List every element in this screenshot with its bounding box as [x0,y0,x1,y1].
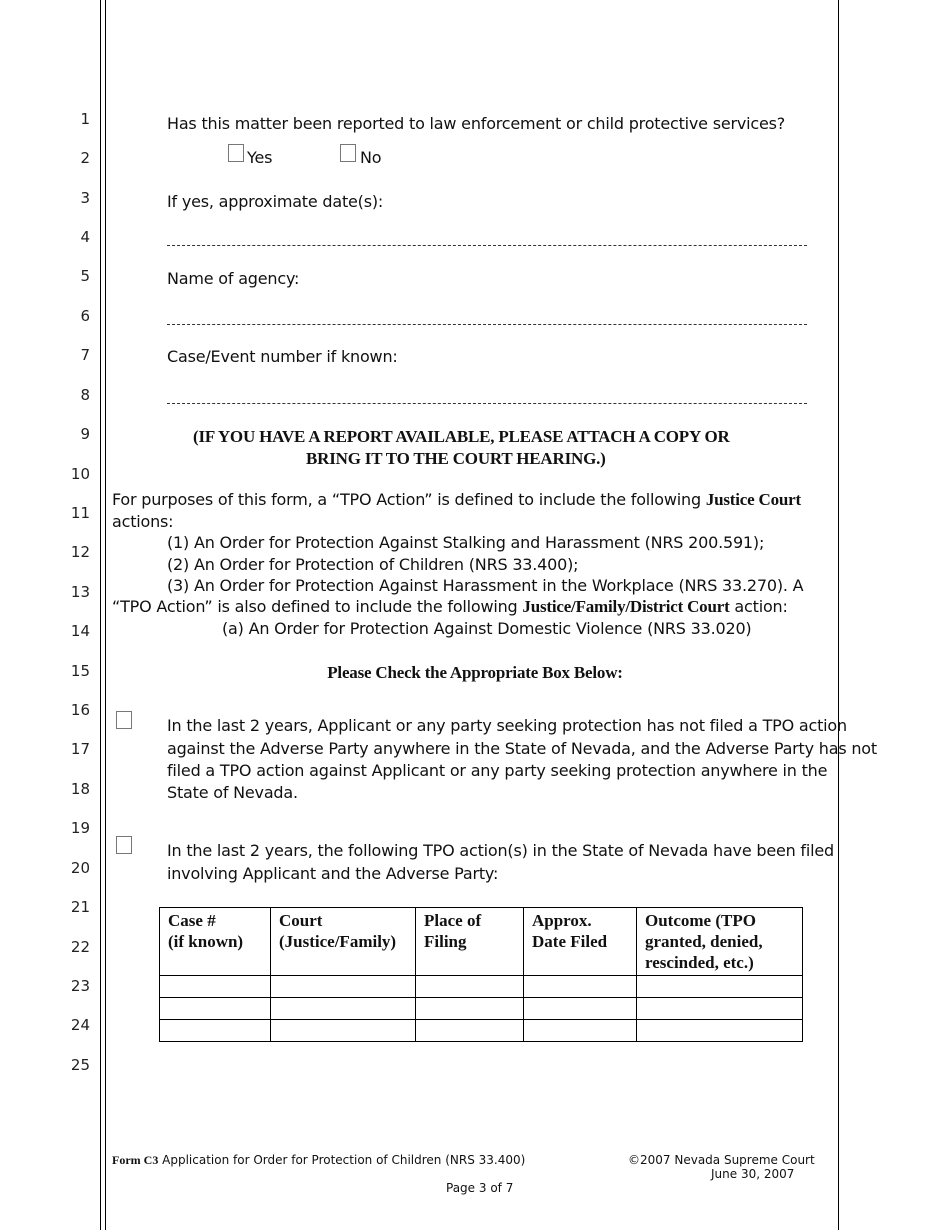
agency-label: Name of agency: [167,269,300,288]
table-cell[interactable] [271,1020,416,1042]
table-header-row [160,908,803,976]
definition-also-suffix: action: [729,597,788,616]
line-number: 25 [70,1056,90,1074]
no-label: No [360,148,382,167]
no-tpo-filed-checkbox[interactable] [116,711,132,729]
header-place-of-filing: Place of Filing [416,908,524,976]
line-number: 22 [70,938,90,956]
header-outcome: Outcome (TPO granted, denied, rescinded, etc.) [637,908,803,976]
line-number: 24 [70,1016,90,1034]
line-number: 12 [70,543,90,561]
definition-item-3: (3) An Order for Protection Against Harassment in the Workplace (NRS 33.270). A [167,576,804,595]
check-heading: Please Check the Appropriate Box Below: [327,663,623,682]
option1-line4: State of Nevada. [167,783,298,802]
yes-checkbox[interactable] [228,144,244,162]
line-number: 17 [70,740,90,758]
table-cell[interactable] [637,1020,803,1042]
tpo-actions-table [159,907,803,1042]
table-row [160,998,803,1020]
line-number: 5 [80,267,90,285]
line-number: 11 [70,504,90,522]
footer-copyright: ©2007 Nevada Supreme Court [628,1153,815,1167]
definition-also-text: “TPO Action” is also defined to include the following [112,597,523,616]
line-number: 2 [80,149,90,167]
table-cell[interactable] [160,976,271,998]
line-number: 14 [70,622,90,640]
table-cell[interactable] [524,1020,637,1042]
left-margin-line-inner [105,0,106,1230]
footer-date: June 30, 2007 [711,1167,795,1181]
header-court: Court (Justice/Family) [271,908,416,976]
line-number: 10 [70,465,90,483]
line-number: 4 [80,228,90,246]
line-number: 19 [70,819,90,837]
option1-line3: filed a TPO action against Applicant or any party seeking protection anywhere in the [167,761,828,780]
line-number: 7 [80,346,90,364]
yes-label: Yes [247,148,273,167]
line-number: 8 [80,386,90,404]
tpo-filed-checkbox[interactable] [116,836,132,854]
option2-line1: In the last 2 years, the following TPO action(s) in the State of Nevada have been filed [167,841,834,860]
table-row [160,976,803,998]
footer-form-title [112,1153,525,1168]
definition-intro-bold: Justice Court [705,490,801,509]
dates-label: If yes, approximate date(s): [167,192,384,211]
footer-form-id: Form C3 [112,1153,159,1167]
table-cell[interactable] [416,1020,524,1042]
table-cell[interactable] [524,998,637,1020]
report-notice-line2: BRING IT TO THE COURT HEARING.) [306,449,606,468]
table-cell[interactable] [416,998,524,1020]
table-cell[interactable] [416,976,524,998]
line-number: 20 [70,859,90,877]
table-cell[interactable] [271,976,416,998]
footer-form-name: Application for Order for Protection of Children (NRS 33.400) [158,1153,526,1167]
no-checkbox[interactable] [340,144,356,162]
definition-also-bold: Justice/Family/District Court [522,597,730,616]
definition-intro [112,489,801,511]
line-number: 15 [70,662,90,680]
header-approx-date-filed: Approx. Date Filed [524,908,637,976]
definition-also [112,596,788,618]
case-number-label: Case/Event number if known: [167,347,398,366]
line-number: 21 [70,898,90,916]
table-cell[interactable] [524,976,637,998]
agency-field[interactable] [167,324,807,325]
report-notice-line1: (IF YOU HAVE A REPORT AVAILABLE, PLEASE ATTACH A COPY OR [193,427,730,446]
line-number: 16 [70,701,90,719]
right-margin-line [838,0,839,1230]
definition-item-2: (2) An Order for Protection of Children (NRS 33.400); [167,555,579,574]
option2-line2: involving Applicant and the Adverse Party: [167,864,499,883]
dates-field[interactable] [167,245,807,246]
definition-item-a: (a) An Order for Protection Against Domestic Violence (NRS 33.020) [222,619,752,638]
footer-page-number: Page 3 of 7 [446,1181,514,1195]
table-cell[interactable] [160,1020,271,1042]
left-margin-line-outer [100,0,101,1230]
table-cell[interactable] [271,998,416,1020]
reported-question: Has this matter been reported to law enforcement or child protective services? [167,114,786,133]
line-number: 13 [70,583,90,601]
option1-line2: against the Adverse Party anywhere in the State of Nevada, and the Adverse Party has not [167,739,877,758]
definition-intro-text: For purposes of this form, a “TPO Action” is defined to include the following [112,490,706,509]
table-cell[interactable] [637,998,803,1020]
line-number: 3 [80,189,90,207]
table-cell[interactable] [160,998,271,1020]
line-number: 6 [80,307,90,325]
case-number-field[interactable] [167,403,807,404]
header-case-number: Case # (if known) [160,908,271,976]
line-number: 23 [70,977,90,995]
table-cell[interactable] [637,976,803,998]
option1-line1: In the last 2 years, Applicant or any party seeking protection has not filed a TPO action [167,716,847,735]
line-number: 1 [80,110,90,128]
definition-intro-suffix: actions: [112,512,174,531]
definition-item-1: (1) An Order for Protection Against Stalking and Harassment (NRS 200.591); [167,533,765,552]
table-row [160,1020,803,1042]
line-number: 9 [80,425,90,443]
line-number: 18 [70,780,90,798]
